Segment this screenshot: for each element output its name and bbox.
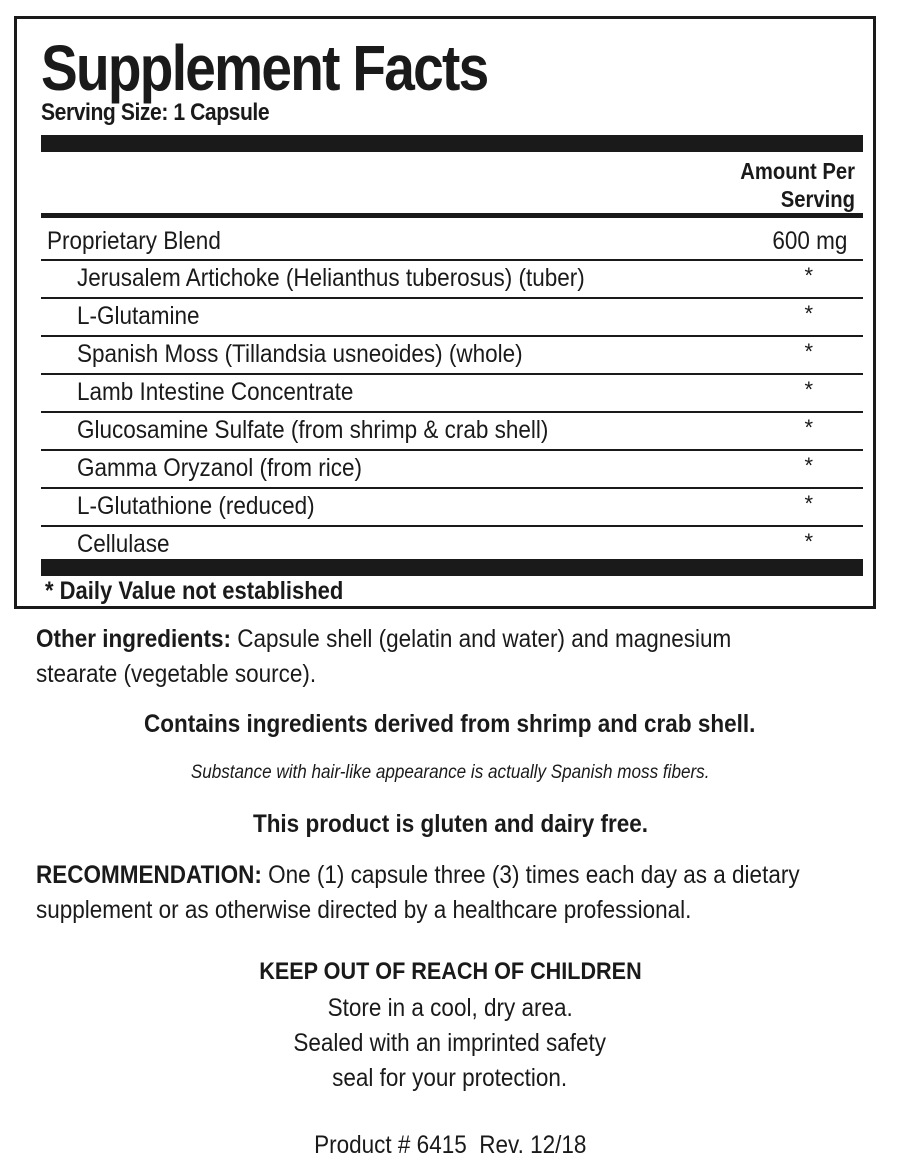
product-number bbox=[0, 1131, 900, 1160]
ingredient-name: Spanish Moss (Tillandsia usneoides) (whole) bbox=[77, 340, 523, 368]
ingredient-row bbox=[41, 487, 863, 525]
seal-text-1: Sealed with an imprinted safety bbox=[293, 1029, 607, 1057]
ingredient-name: Gamma Oryzanol (from rice) bbox=[77, 454, 363, 482]
recommendation-text-2: supplement or as otherwise directed by a healthcare professional. bbox=[36, 896, 692, 924]
bottom-divider-bar bbox=[41, 559, 863, 576]
ingredient-dv: * bbox=[804, 301, 813, 326]
ingredient-row bbox=[41, 259, 863, 297]
blend-name: Proprietary Blend bbox=[47, 227, 221, 255]
allergen-statement bbox=[0, 710, 900, 739]
ingredient-dv: * bbox=[804, 415, 813, 440]
gluten-text: This product is gluten and dairy free. bbox=[252, 810, 648, 838]
ingredient-dv: * bbox=[804, 529, 813, 554]
ingredient-name: Lamb Intestine Concentrate bbox=[77, 378, 354, 406]
ingredient-name: L-Glutamine bbox=[77, 302, 200, 330]
header-divider bbox=[41, 213, 863, 218]
blend-amount: 600 mg bbox=[771, 227, 847, 255]
ingredient-row bbox=[41, 373, 863, 411]
ingredient-dv: * bbox=[804, 453, 813, 478]
warning-heading-text: KEEP OUT OF REACH OF CHILDREN bbox=[258, 958, 642, 985]
ingredient-dv: * bbox=[804, 263, 813, 288]
seal-notice-line1 bbox=[0, 1029, 900, 1058]
daily-value-footnote: * Daily Value not established bbox=[45, 577, 344, 605]
supplement-facts-panel bbox=[14, 16, 876, 609]
storage-text: Store in a cool, dry area. bbox=[327, 994, 573, 1022]
other-ingredients-text-1: Capsule shell (gelatin and water) and magnesium bbox=[231, 625, 732, 653]
gluten-statement bbox=[0, 810, 900, 839]
substance-text: Substance with hair-like appearance is actually Spanish moss fibers. bbox=[190, 762, 710, 783]
ingredient-row bbox=[41, 335, 863, 373]
other-ingredients-label: Other ingredients: bbox=[36, 625, 232, 653]
amount-header-line2: Serving bbox=[780, 186, 855, 212]
allergen-text: Contains ingredients derived from shrimp and crab shell. bbox=[144, 710, 756, 738]
ingredient-name: Glucosamine Sulfate (from shrimp & crab shell) bbox=[77, 416, 549, 444]
ingredient-row bbox=[41, 297, 863, 335]
ingredient-dv: * bbox=[804, 339, 813, 364]
ingredient-dv: * bbox=[804, 377, 813, 402]
recommendation bbox=[36, 858, 846, 928]
warning-heading bbox=[0, 958, 900, 986]
ingredient-name: Jerusalem Artichoke (Helianthus tuberosus) (tuber) bbox=[77, 264, 585, 292]
other-ingredients-text-2: stearate (vegetable source). bbox=[36, 660, 317, 688]
ingredient-name: Cellulase bbox=[77, 530, 170, 558]
amount-per-serving-header bbox=[697, 157, 855, 213]
blend-row bbox=[41, 221, 863, 261]
amount-header-line1: Amount Per bbox=[740, 158, 855, 184]
recommendation-label: RECOMMENDATION: bbox=[36, 861, 262, 889]
serving-size: Serving Size: 1 Capsule bbox=[41, 99, 270, 126]
recommendation-text-1: One (1) capsule three (3) times each day as a dietary bbox=[261, 861, 800, 889]
ingredient-list bbox=[41, 259, 863, 563]
seal-text-2: seal for your protection. bbox=[332, 1064, 568, 1092]
substance-note bbox=[0, 762, 900, 784]
ingredient-row bbox=[41, 525, 863, 563]
ingredient-row bbox=[41, 411, 863, 449]
seal-notice-line2 bbox=[0, 1064, 900, 1093]
product-number-text: Product # 6415 Rev. 12/18 bbox=[313, 1131, 587, 1159]
ingredient-name: L-Glutathione (reduced) bbox=[77, 492, 315, 520]
storage-instruction bbox=[0, 994, 900, 1023]
other-ingredients bbox=[36, 622, 846, 692]
top-divider-bar bbox=[41, 135, 863, 152]
panel-title: Supplement Facts bbox=[41, 32, 488, 104]
ingredient-dv: * bbox=[804, 491, 813, 516]
ingredient-row bbox=[41, 449, 863, 487]
